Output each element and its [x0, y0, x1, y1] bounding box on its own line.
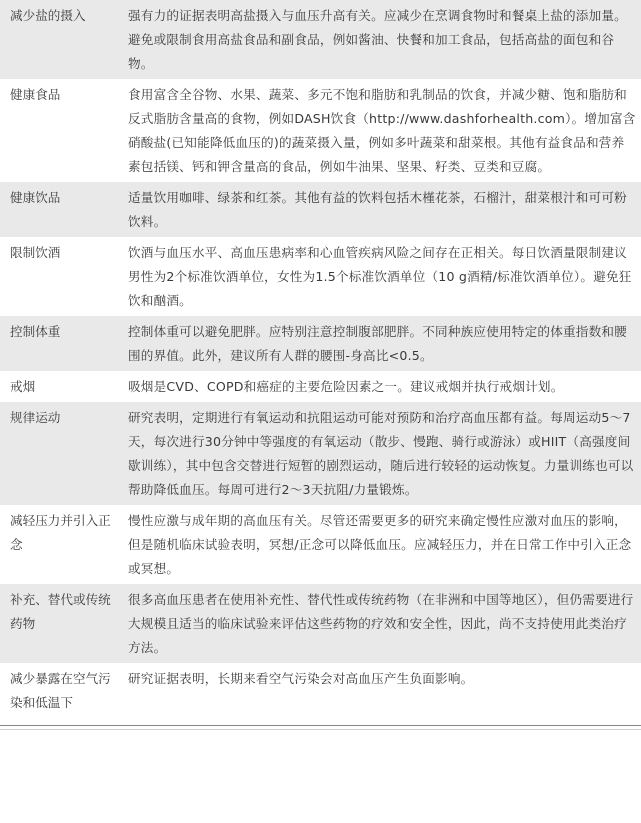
row-text: 适量饮用咖啡、绿茶和红茶。其他有益的饮料包括木槿花茶，石榴汁，甜菜根汁和可可粉饮料。	[128, 190, 627, 229]
row-text: 慢性应激与成年期的高血压有关。尽管还需要更多的研究来确定慢性应激对血压的影响，但是随机临床试验表明，冥想/正念可以降低血压。应减轻压力，并在日常工作中引入正念或冥想。	[128, 513, 632, 576]
row-text: 很多高血压患者在使用补充性、替代性或传统药物（在非洲和中国等地区），但仍需要进行大规模且适当的临床试验来评估这些药物的疗效和安全性，因此，尚不支持使用此类治疗方法。	[128, 592, 634, 655]
row-label: 戒烟	[10, 379, 36, 394]
row-label: 健康饮品	[10, 190, 61, 205]
row-label: 减少盐的摄入	[10, 8, 86, 23]
row-label: 减少暴露在空气污染和低温下	[10, 671, 111, 710]
row-text: 饮酒与血压水平、高血压患病率和心血管疾病风险之间存在正相关。每日饮酒量限制建议男性为2个标准饮酒单位，女性为1.5个标准饮酒单位（10 g酒精/标准饮酒单位）。避免狂饮和酗酒。	[128, 245, 632, 308]
table-row	[0, 0, 641, 79]
table-row	[0, 402, 641, 505]
row-text: 控制体重可以避免肥胖。应特别注意控制腹部肥胖。不同种族应使用特定的体重指数和腰围的界值。此外，建议所有人群的腰围-身高比<0.5。	[128, 324, 627, 363]
table-bottom-rule	[0, 725, 641, 726]
table-row	[0, 505, 641, 584]
row-label: 限制饮酒	[10, 245, 61, 260]
row-text: 研究证据表明，长期来看空气污染会对高血压产生负面影响。	[128, 671, 474, 686]
table-row	[0, 663, 641, 718]
table-bottom-rule-secondary	[0, 729, 641, 730]
table-row	[0, 79, 641, 182]
row-label: 健康食品	[10, 87, 61, 102]
row-label: 规律运动	[10, 410, 61, 425]
table-row	[0, 237, 641, 316]
row-text: 食用富含全谷物、水果、蔬菜、多元不饱和脂肪和乳制品的饮食，并减少糖、饱和脂肪和反式脂肪含量高的食物，例如DASH饮食（http://www.dashforhealth.com）。增加富含硝酸盐(已知能降低血压的)的蔬菜摄入量，例如多叶蔬菜和甜菜根。其他有益食品和营养素包括镁、钙和钾含量高的食品，例如牛油果、坚果、籽类、豆类和豆腐。	[128, 87, 636, 174]
row-text: 吸烟是CVD、COPD和癌症的主要危险因素之一。建议戒烟并执行戒烟计划。	[128, 379, 564, 394]
row-label: 控制体重	[10, 324, 61, 339]
row-label: 补充、替代或传统药物	[10, 592, 111, 631]
row-text: 强有力的证据表明高盐摄入与血压升高有关。应减少在烹调食物时和餐桌上盐的添加量。避免或限制食用高盐食品和副食品，例如酱油、快餐和加工食品，包括高盐的面包和谷物。	[128, 8, 627, 71]
table-row	[0, 316, 641, 371]
table-row	[0, 371, 641, 402]
row-label: 减轻压力并引入正念	[10, 513, 111, 552]
row-text: 研究表明，定期进行有氧运动和抗阻运动可能对预防和治疗高血压都有益。每周运动5～7天，每次进行30分钟中等强度的有氧运动（散步、慢跑、骑行或游泳）或HIIT（高强度间歇训练），其中包含交替进行短暂的剧烈运动，随后进行较轻的运动恢复。力量训练也可以帮助降低血压。每周可进行2～3天抗阻/力量锻炼。	[128, 410, 634, 497]
table-row	[0, 584, 641, 663]
table-row	[0, 182, 641, 237]
